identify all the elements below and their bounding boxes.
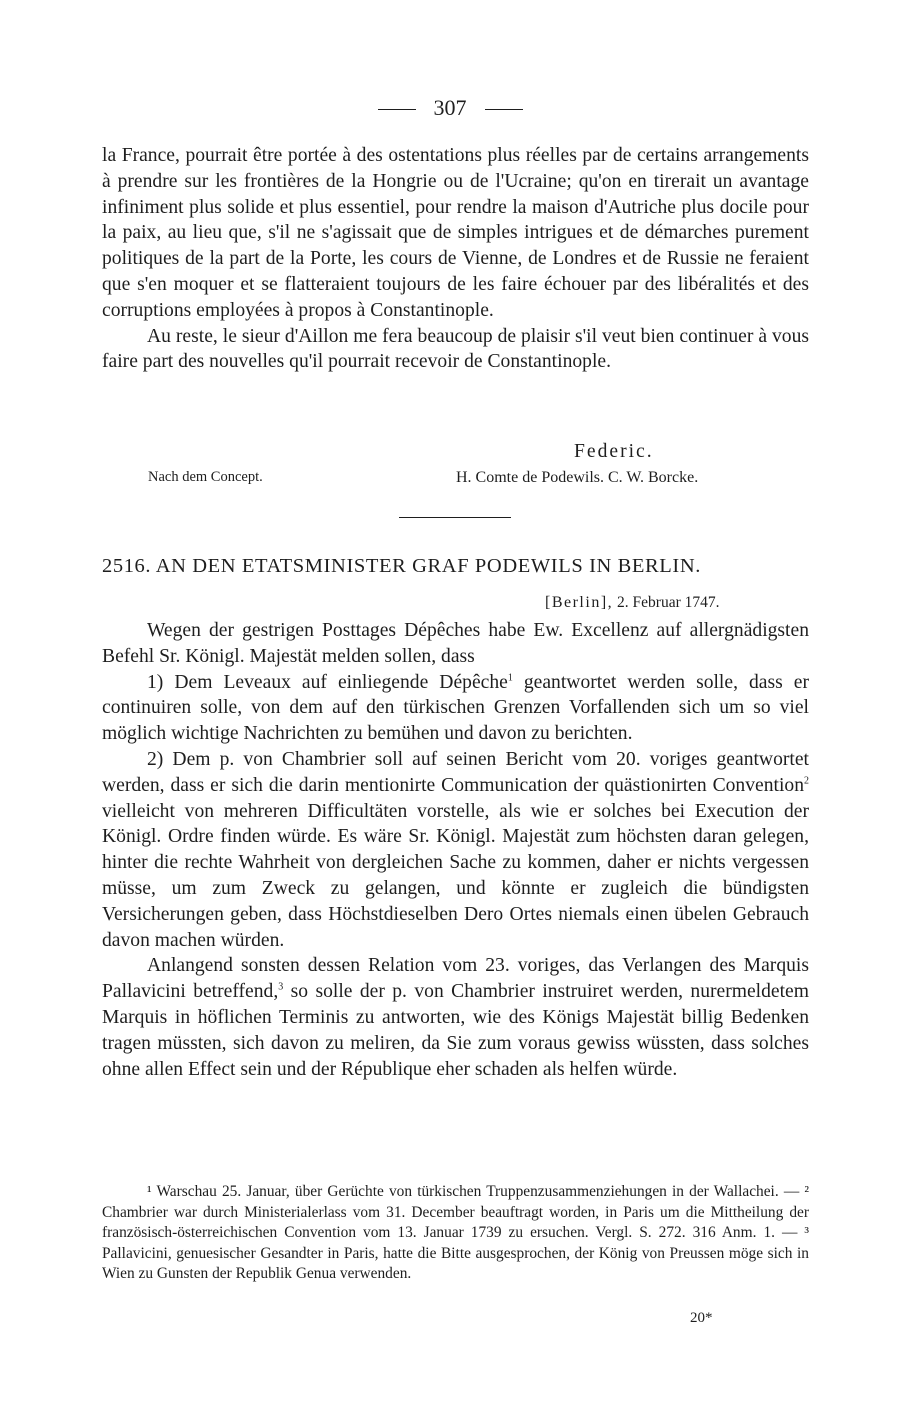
letter-dateline: [545, 594, 719, 612]
previous-letter-paragraph: la France, pourrait être portée à des ostentations plus réelles par de certains arrangements à prendre sur les frontières de la Hongrie ou de l'Ucraine; qu'on en tirerait un avantage infiniment plus solide et plus essentiel, pour rendre la maison d'Autriche plus docile pour la paix, au lieu que, s'il ne s'agissait que de simples intrigues et de démarches purement politiques de la part de la Porte, les cours de Vienne, de Londres et de Russie ne feraient que s'en moquer et se flatteraient toujours de les faire échouer par des libéralités et des corruptions employées à propos à Constantinople.: [102, 145, 809, 321]
letter-body: [102, 618, 809, 1082]
previous-letter-body: [102, 143, 809, 375]
letter-heading: [102, 555, 809, 578]
item-1-text-b: geantwortet werden solle, dass er continuiren solle, von dem auf den türkischen Grenzen Vorfallenden sich um so viel möglich wichtige Nachrichten zu bemühen und davon zu berichten.: [102, 671, 809, 745]
footnote-ref-1: 1: [507, 672, 513, 684]
page-number: 307: [433, 95, 467, 120]
previous-letter-paragraph: Au reste, le sieur d'Aillon me fera beaucoup de plaisir s'il veut bien continuer à vous faire part des nouvelles qu'il pourrait recevoir de Constantinople.: [102, 325, 809, 373]
item-2-text-a: 2) Dem p. von Chambrier soll auf seinen Bericht vom 20. voriges geantwortet werden, dass er sich die darin mentionirte Communication der quästionirten Convention: [102, 748, 809, 796]
item-1-text-a: 1) Dem Leveaux auf einliegende Dépêche: [147, 671, 508, 693]
section-divider: [399, 517, 511, 518]
letter-intro: Wegen der gestrigen Posttages Dépêches habe Ew. Excellenz auf allergnädigsten Befehl Sr. Königl. Majestät melden sollen, dass: [102, 620, 809, 667]
page-header: [0, 95, 900, 121]
header-dash-left: [378, 109, 416, 110]
signature-federic: Federic.: [574, 441, 654, 462]
footnote-text: ¹ Warschau 25. Januar, über Gerüchte von türkischen Truppenzusammenziehungen in der Wallachei. — ² Chambrier war durch Ministerialerlass vom 31. December beauftragt worden, in Paris um die Mittheilung der französisch-österreichischen Convention vom 13. Januar 1739 zu ersuchen. Vergl. S. 272. 316 Anm. 1. — ³ Pallavicini, genuesischer Gesandter in Paris, hatte die Bitte ausgesprochen, der König von Preussen möge sich in Wien zu Gunsten der Republik Genua verwenden.: [102, 1183, 809, 1282]
para-3-text-b: so solle der p. von Chambrier instruiret werden, nurermeldetem Marquis in höflichen Terminis zu antworten, wie des Königs Majestät billig Bedenken tragen müssten, sich davon zu meliren, da Sie zum voraus gewiss wüssten, dass solches ohne allen Effect sein und der République eher schaden als helfen würde.: [102, 981, 809, 1080]
letter-item-1: [102, 670, 809, 747]
letter-item-2: [102, 747, 809, 953]
para-3-text-a: Anlangend sonsten dessen Relation vom 23. voriges, das Verlangen des Marquis Pallavicini betreffend,: [102, 955, 809, 1003]
signature-mark: 20*: [690, 1310, 713, 1326]
letter-place: [Berlin],: [545, 594, 614, 611]
header-dash-right: [485, 109, 523, 110]
footnote-ref-3: 3: [278, 981, 284, 993]
countersigners: H. Comte de Podewils. C. W. Borcke.: [456, 469, 699, 486]
footnote-ref-2: 2: [804, 775, 809, 787]
letter-title: AN DEN ETATSMINISTER GRAF PODEWILS IN BERLIN.: [155, 555, 701, 577]
letter-number: 2516.: [102, 555, 152, 577]
letter-paragraph-3: [102, 953, 809, 1082]
item-2-text-b: vielleicht von mehreren Difficultäten vorstelle, als wie er solches bei Execution der Königl. Ordre finden würde. Es wäre Sr. Königl. Majestät zum höchsten daran gelegen, hinter die rechte Wahrheit von dergleichen Sache zu kommen, daher er nichts vergessen müsse, um zum Zweck zu gelangen, und könnte er zugleich die bündigsten Versicherungen geben, dass Höchstdieselben Dero Ortes niemals einen übelen Gebrauch davon machen würden.: [102, 800, 809, 951]
letter-date: 2. Februar 1747.: [617, 594, 720, 611]
source-note: Nach dem Concept.: [148, 469, 263, 485]
footnotes: [102, 1182, 809, 1285]
